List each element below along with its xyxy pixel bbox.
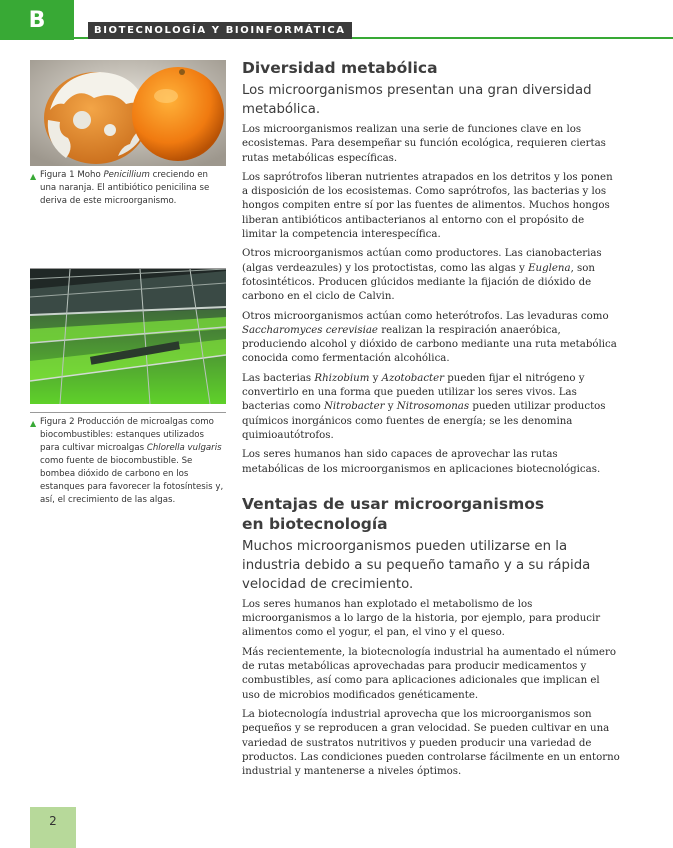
caption-triangle-icon: ▲: [30, 172, 37, 181]
oranges-illustration: [30, 60, 226, 166]
figure2-text-end: como fuente de biocombustible. Se bombea dióxido de carbono en los estanques para favorecer la fotosíntesis y, así, el crecimiento de las algas.: [40, 456, 224, 505]
figure1-text-end: creciendo en una naranja. El antibiótico penicilina se deriva de este microorganismo.: [40, 170, 210, 206]
section1-paragraph-2: Los saprótrofos liberan nutrientes atrapados en los detritos y los ponen a disposición de los ecosistemas. Como saprótrofos, las bacterias y los hongos compiten entre sí por las fuentes de alimentos. Muchos hongos liberan antibióticos antibacterianos al entorno con el propósito de limitar la competencia interespecífica.: [242, 171, 613, 241]
figure2-caption: [30, 416, 226, 507]
chapter-letter: B: [28, 7, 46, 33]
section1-paragraph-3: Otros microorganismos actúan como productores. Las cianobacterias (algas verdeazules) y los protoctistas, como las algas y Euglena, son fotosintéticos. Producen glúcidos mediante la fijación de dióxido de carbono en el ciclo de Calvin.: [242, 248, 602, 303]
chapter-badge: [0, 0, 74, 40]
section1-title: Diversidad metabólica: [242, 59, 438, 77]
section2-paragraph-1: Los seres humanos han explotado el metabolismo de los microorganismos a lo largo de la historia, por ejemplo, para producir alimentos como el yogur, el pan, el vino y el queso.: [242, 598, 601, 639]
caption-triangle-icon-2: ▲: [30, 419, 37, 428]
figure2-text: Producción de microalgas como biocombustibles: estanques utilizados para cultivar microalgas: [40, 417, 214, 453]
section1-paragraph-6: Los seres humanos han sido capaces de aprovechar las rutas metabólicas de los microorganismos en aplicaciones biotecnológicas.: [242, 449, 601, 475]
sidebar-divider-2: [30, 412, 226, 413]
figure2-label: Figura 2: [40, 417, 75, 427]
section2-paragraph-3: La biotecnología industrial aprovecha que los microorganismos son pequeños y se reproducen a gran velocidad. Se pueden cultivar en una variedad de sustratos nutritivos y pueden producir una variedad de productos. Las condiciones pueden controlarse fácilmente en un entorno industrial y mantenerse a niveles óptimos.: [242, 708, 620, 778]
page-number: 2: [49, 814, 57, 828]
section-header-tab: BIOTECNOLOGÍA Y BIOINFORMÁTICA: [88, 22, 352, 39]
figure2-species: Chlorella vulgaris: [146, 443, 222, 453]
sidebar: [30, 60, 226, 507]
figure1-text: Moho: [74, 170, 104, 180]
page-number-box: [30, 807, 76, 848]
figure1-label: Figura 1: [40, 170, 75, 180]
section-spacer: [242, 482, 620, 494]
section2-paragraph-2: Más recientemente, la biotecnología industrial ha aumentado el número de rutas metabólicas aprovechadas para producir medicamentos y combustibles, así como para aplicaciones adicionales que implican el uso de microbios modificados genéticamente.: [242, 646, 616, 701]
section1-paragraph-1: Los microorganismos realizan una serie de funciones clave en los ecosistemas. Para desempeñar su función ecológica, requieren ciertas rutas metabólicas específicas.: [242, 124, 606, 164]
section2-lead: Muchos microorganismos pueden utilizarse en la industria debido a su pequeño tamaño y a su rápida velocidad de crecimiento.: [242, 538, 591, 592]
section2-title: Ventajas de usar microorganismos en biotecnología: [242, 494, 545, 533]
algae-ponds-illustration: [30, 269, 226, 404]
figure1-species: Penicillium: [103, 170, 150, 180]
section1-lead: Los microorganismos presentan una gran diversidad metabólica.: [242, 83, 592, 117]
section1-paragraph-4: Otros microorganismos actúan como heterótrofos. Las levaduras como Saccharomyces cerevisiae realizan la respiración anaeróbica, produciendo alcohol y dióxido de carbono mediante una ruta metabólica conocida como fermentación alcohólica.: [242, 310, 617, 365]
moldy-orange-photo: [30, 60, 226, 166]
figure1-caption: [30, 169, 226, 208]
main-content: [242, 58, 620, 784]
algae-ponds-photo: [30, 269, 226, 404]
section1-paragraph-5: Las bacterias Rhizobium y Azotobacter pueden fijar el nitrógeno y convertirlo en una forma que pueden utilizar los seres vivos. Las bacterias como Nitrobacter y Nitrosomonas pueden utilizar productos químicos inorgánicos como fuentes de energía; se les denomina quimioautótrofos.: [242, 372, 606, 441]
